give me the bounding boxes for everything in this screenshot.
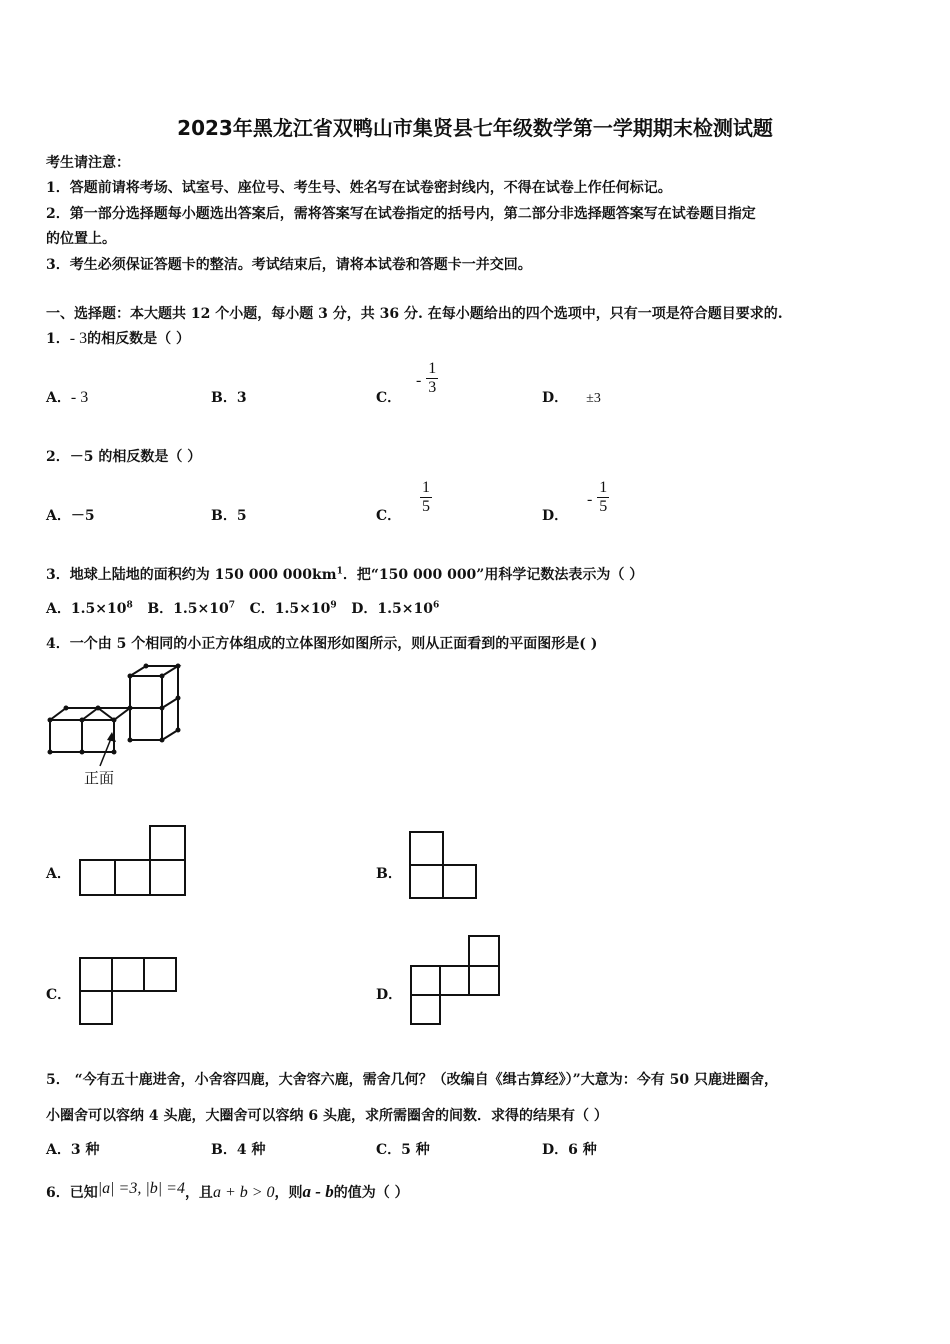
option-exponent: 6: [432, 600, 440, 611]
q6-condition-abs: |a| =3, |b| =4: [97, 1180, 185, 1197]
q6-stem-then: ，则: [274, 1185, 303, 1201]
question-5-line-2: 小圈舍可以容纳 4 头鹿，大圈舍可以容纳 6 头鹿，求所需圈舍的间数．求得的结果有（ ）: [46, 1108, 608, 1124]
option-label: D．: [542, 390, 569, 406]
question-5-line-1: 5． “今有五十鹿进舍，小舍容四鹿，大舍容六鹿，需舍几何？（改编自《缉古算经》）”大意为：今有 50 只鹿进圈舍，: [46, 1072, 778, 1088]
fraction-denominator: 5: [599, 498, 608, 515]
q5-option-a[interactable]: A．3 种: [46, 1142, 100, 1158]
option-label: B．1.5×10: [147, 601, 229, 617]
option-exponent: 9: [330, 600, 337, 611]
option-exponent: 8: [126, 600, 133, 611]
q2-option-a[interactable]: A．－5: [46, 508, 95, 524]
q1-stem: 的相反数是（ ）: [87, 331, 190, 347]
q3-stem-end: ．把“150 000 000”用科学记数法表示为（ ）: [342, 567, 644, 583]
question-4: 4．一个由 5 个相同的小正方体组成的立体图形如图所示，则从正面看到的平面图形是( ): [46, 636, 598, 652]
q3-option-d[interactable]: [351, 601, 439, 617]
q6-stem-mid: ，且: [184, 1185, 213, 1201]
fraction-denominator: 5: [422, 498, 431, 515]
q6-stem-end: 的值为（ ）: [333, 1185, 409, 1201]
q4-option-d-figure[interactable]: [405, 932, 505, 1028]
notice-item: 1．答题前请将考场、试室号、座位号、考生号、姓名写在试卷密封线内，不得在试卷上作任何标记。: [46, 180, 672, 196]
q1-expr: - 3: [69, 330, 88, 347]
q1-option-c[interactable]: [376, 360, 438, 407]
q1-number: 1．: [46, 331, 70, 347]
option-label: C．: [376, 508, 402, 524]
q4-option-c-figure[interactable]: [74, 954, 182, 1028]
figure-caption: 正面: [84, 769, 115, 787]
question-2: 2．－5 的相反数是（ ）: [46, 449, 202, 465]
notice-item: 3．考生必须保证答题卡的整洁。考试结束后，请将本试卷和答题卡一并交回。: [46, 257, 532, 273]
option-value: ±3: [586, 391, 601, 406]
fraction-sign: -: [416, 372, 422, 389]
q4-option-b-figure[interactable]: [404, 828, 480, 902]
fraction: [426, 360, 438, 397]
q1-option-a[interactable]: [46, 387, 88, 407]
option-exponent: 7: [228, 600, 235, 611]
question-1: [46, 328, 190, 348]
q3-stem: 3．地球上陆地的面积约为 150 000 000km: [46, 567, 337, 583]
fraction-numerator: 1: [422, 479, 431, 496]
option-label: A．: [46, 390, 71, 406]
question-6: [46, 1182, 409, 1202]
section-heading: 一、选择题：本大题共 12 个小题，每小题 3 分，共 36 分. 在每小题给出的四个选项中，只有一项是符合题目要求的.: [46, 306, 783, 322]
page-title: 2023年黑龙江省双鸭山市集贤县七年级数学第一学期期末检测试题: [177, 116, 773, 140]
fraction: [597, 479, 609, 516]
q2-option-b[interactable]: B．5: [211, 508, 247, 524]
q6-condition-sum: a + b > 0: [212, 1184, 275, 1201]
q4-option-b-label[interactable]: B．: [376, 866, 402, 882]
q6-stem: 6．已知: [46, 1185, 98, 1201]
q4-option-d-label[interactable]: D．: [376, 987, 403, 1003]
fraction-sign: -: [587, 491, 593, 508]
q2-option-c[interactable]: [376, 479, 432, 525]
q1-option-d[interactable]: [542, 387, 601, 407]
notice-item: 的位置上。: [46, 231, 116, 247]
fraction-numerator: 1: [428, 360, 437, 377]
notice-item: 2．第一部分选择题每小题选出答案后，需将答案写在试卷指定的括号内，第二部分非选择题答案写在试卷题目指定: [46, 206, 756, 222]
q4-option-a-figure[interactable]: [74, 822, 190, 902]
option-label: A．1.5×10: [46, 601, 127, 617]
q4-option-c-label[interactable]: C．: [46, 987, 72, 1003]
notice-heading: 考生请注意：: [46, 155, 130, 171]
fraction-numerator: 1: [599, 479, 608, 496]
q4-option-a-label[interactable]: A．: [46, 866, 71, 882]
q2-option-d[interactable]: [542, 479, 609, 525]
option-label: C．: [376, 390, 402, 406]
q3-options: [46, 598, 439, 618]
q3-option-b[interactable]: [147, 601, 235, 617]
fraction: [420, 479, 432, 516]
q3-superscript: 1: [336, 566, 343, 577]
q6-expression: a - b: [302, 1182, 334, 1201]
q3-option-a[interactable]: [46, 601, 133, 617]
question-3: [46, 564, 643, 584]
option-value: - 3: [70, 389, 89, 406]
option-label: D．1.5×10: [351, 601, 433, 617]
option-label: C．1.5×10: [249, 601, 331, 617]
q3-option-c[interactable]: [250, 601, 337, 617]
q5-option-d[interactable]: D．6 种: [542, 1142, 597, 1158]
q1-option-b[interactable]: B．3: [211, 390, 247, 406]
option-label: D．: [542, 508, 569, 524]
fraction-denominator: 3: [428, 379, 437, 396]
q5-option-b[interactable]: B．4 种: [211, 1142, 266, 1158]
q5-option-c[interactable]: C．5 种: [376, 1142, 430, 1158]
